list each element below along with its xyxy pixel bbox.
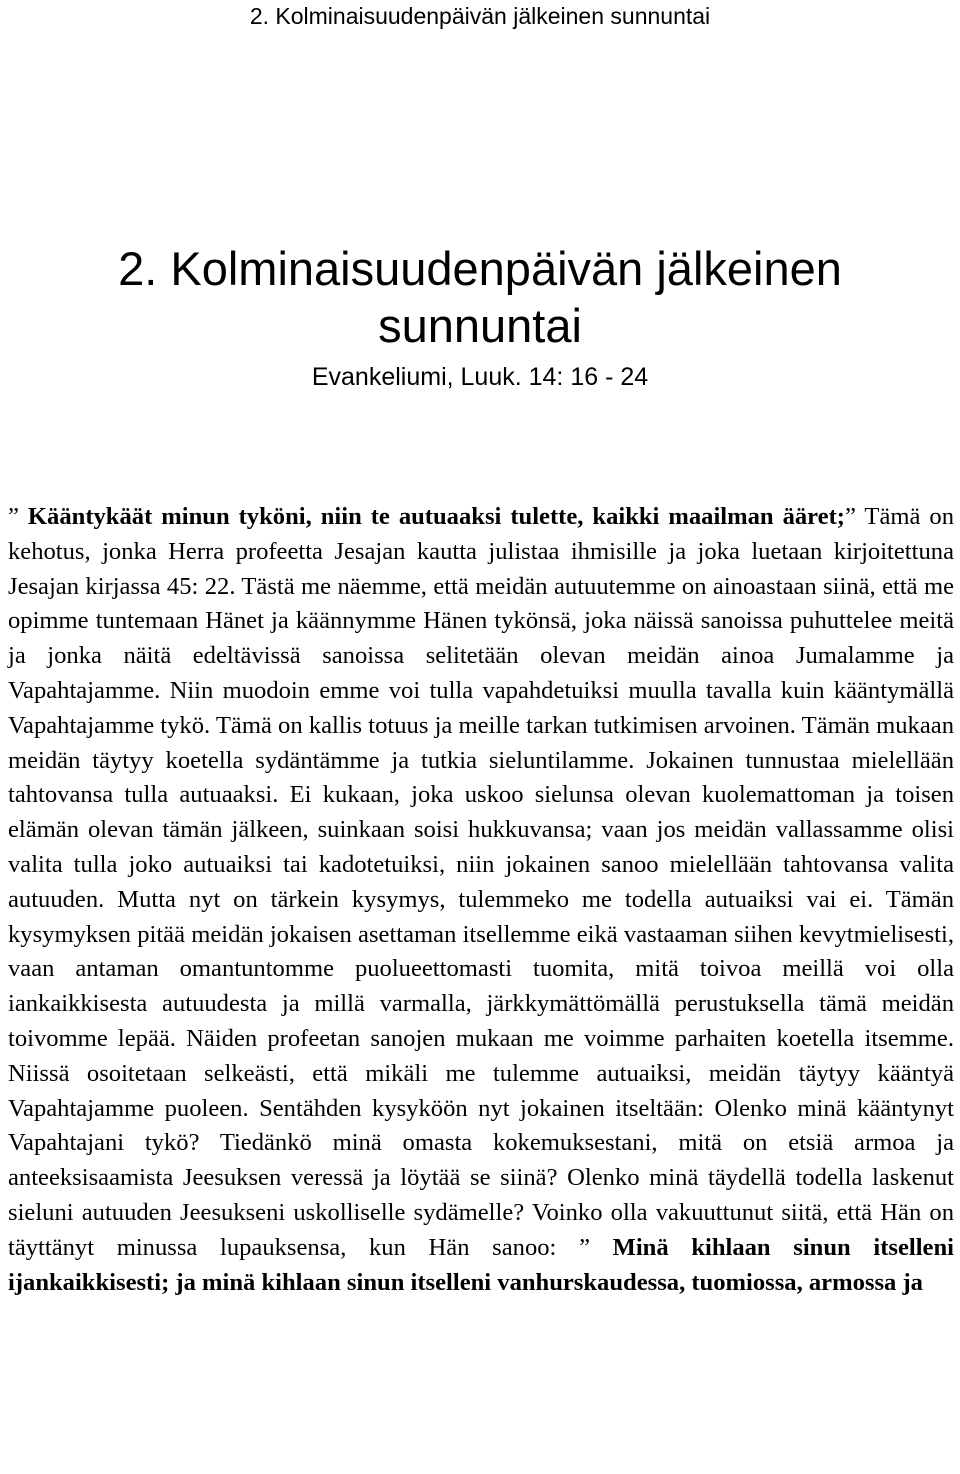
quote-close-mark: ” — [844, 503, 865, 530]
promise-quote: Minä kihlaan sinun itselleni ijankaikkisesti; ja minä kihlaan sinun itselleni vanhurskaudessa, tuomiossa, armossa ja — [8, 1233, 954, 1296]
opening-quote: Kääntykäät minun tyköni, niin te autuaaksi tulette, kaikki maailman ääret; — [27, 503, 845, 530]
quote-open-mark: ” — [8, 503, 28, 530]
scripture-reference: Evankeliumi, Luuk. 14: 16 - 24 — [311, 363, 649, 391]
promise-quote-mark: ” — [579, 1233, 613, 1261]
running-header: 2. Kolminaisuudenpäivän jälkeinen sunnuntai — [249, 3, 711, 29]
sermon-paragraph — [8, 500, 954, 1300]
paragraph-text: Tämä on kehotus, jonka Herra profeetta Jesajan kautta julistaa ihmisille ja joka luetaan kirjoitettuna Jesajan kirjassa 45: 22. Tästä me näemme, että meidän autuutemme on ainoastaan siinä, että me opimme tuntemaan Hänet ja käännymme Hänen tykönsä, joka näissä sanoissa puhuttelee meitä ja jonka näitä edeltävissä sanoissa selitetään olevan meidän ainoa Jumalamme ja Vapahtajamme. Niin muodoin emme voi tulla vapahdetuiksi muulla tavalla kuin kääntymällä Vapahtajamme tykö. Tämä on kallis totuus ja meille tarkan tutkimisen arvoinen. Tämän mukaan meidän täytyy koetella sydäntämme ja tutkia sieluntilamme. Jokainen tunnustaa mielellään tahtovansa tulla autuaaksi. Ei kukaan, joka uskoo sielunsa olevan kuolemattoman ja toisen elämän olevan tämän jälkeen, suinkaan soisi hukkuvansa; vaan jos meidän vallassamme olisi valita tulla joko autuaiksi tai kadotetuiksi, niin jokainen sanoo mielellään tahtovansa valita autuuden. Mutta nyt on tärkein kysymys, tulemmeko me todella autuaiksi vai ei. Tämän kysymyksen pitää meidän jokaisen asettaman itsellemme eikä vastaaman siihen kevytmielisesti, vaan antaman omantuntomme puolueettomasti tuomita, mitä toivoa meillä voi olla iankaikkisesta autuudesta ja millä varmalla, järkkymättömällä perustuksella tämä meidän toivomme lepää. Näiden profeetan sanojen mukaan me voimme parhaiten koetella itsemme. Niissä osoitetaan selkeästi, että mikäli me tulemme autuaiksi, meidän täytyy kääntyä Vapahtajamme puoleen. Sentähden kysyköön nyt jokainen itseltään: Olenko minä kääntynyt Vapahtajani tykö? Tiedänkö minä omasta kokemuksestani, mitä on etsiä armoa ja anteeksisaamista Jeesuksen veressä ja löytää se siinä? Olenko minä täydellä todella laskenut sieluni autuuden Jeesukseni uskolliselle sydämelle? Voinko olla vakuuttunut siitä, että Hän on täyttänyt minussa lupauksensa, kun Hän sanoo: — [8, 503, 954, 1261]
page-title: 2. Kolminaisuudenpäivän jälkeinen sunnuntai — [118, 242, 842, 352]
